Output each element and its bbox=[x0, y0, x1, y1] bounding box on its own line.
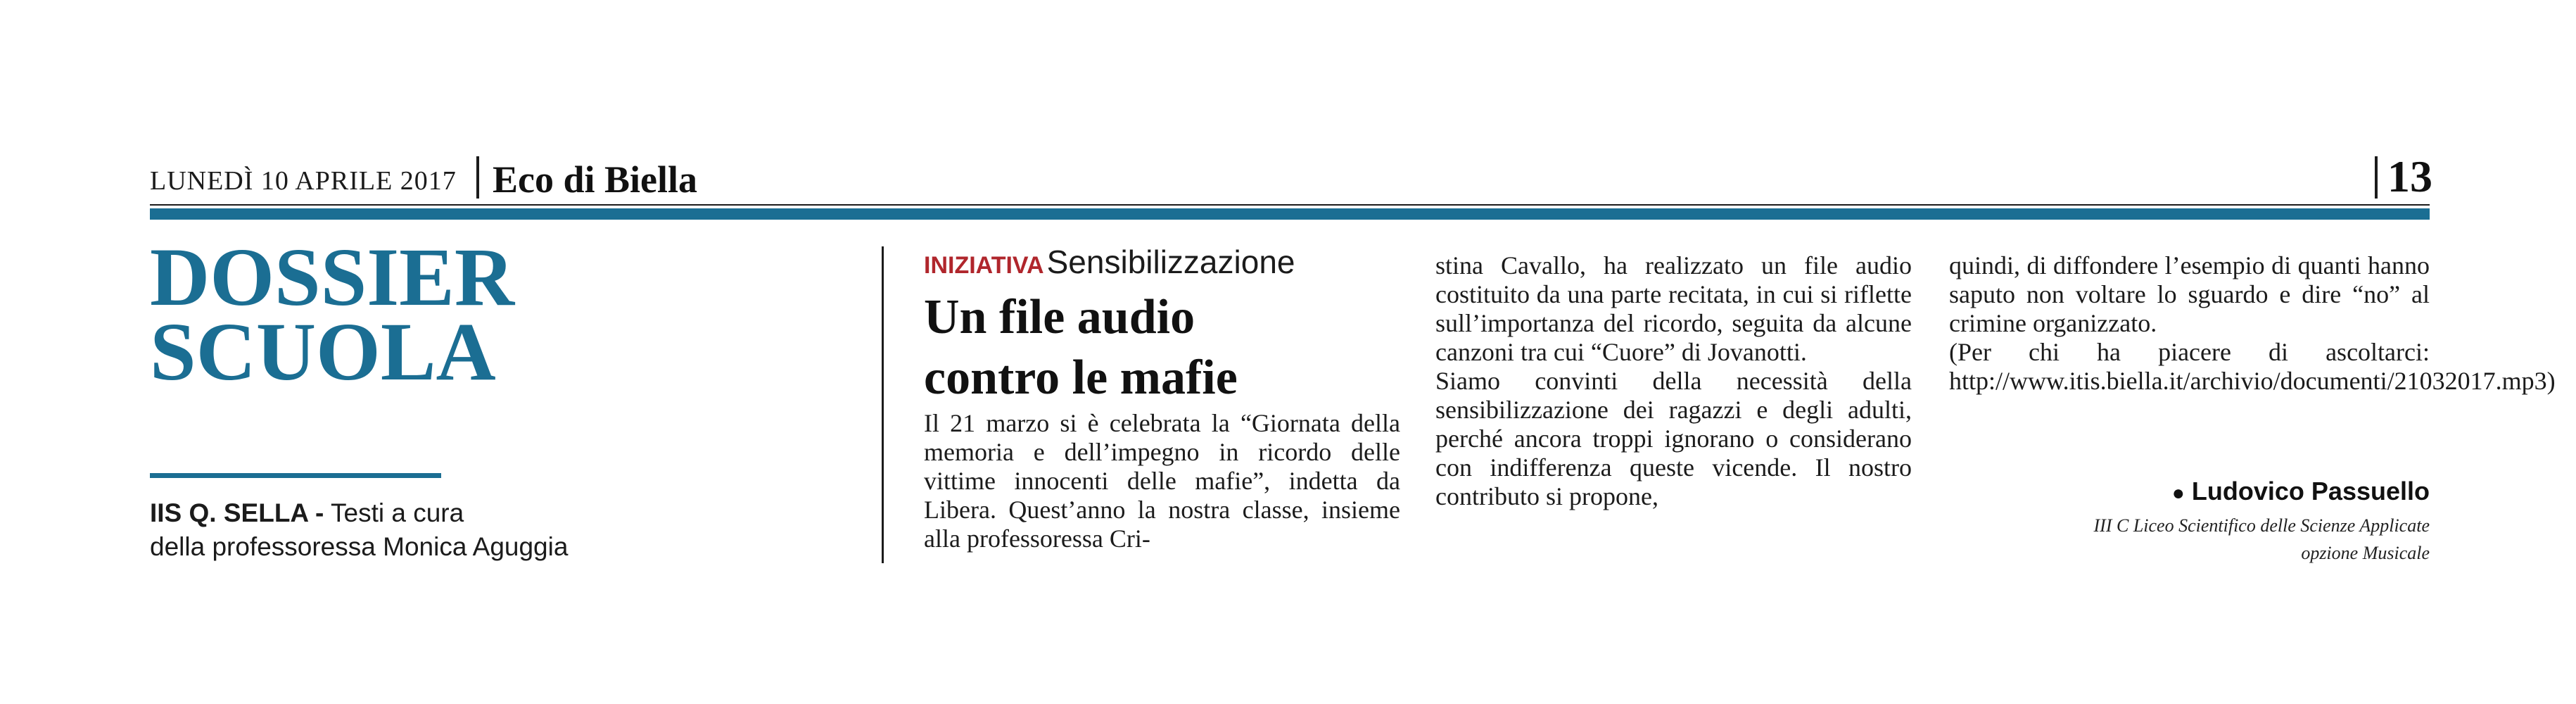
bullet-icon: ● bbox=[2171, 482, 2185, 505]
credit-teacher: della professoressa Monica Aguggia bbox=[150, 532, 569, 561]
page-number-divider bbox=[2375, 156, 2378, 199]
header-accent-bar bbox=[150, 208, 2430, 220]
section-credit bbox=[150, 496, 642, 564]
credit-text: Testi a cura bbox=[324, 498, 464, 527]
article-kicker bbox=[924, 243, 1295, 281]
audio-link-paragraph: (Per chi ha piacere di ascoltarci: http://www.itis.biella.it/archivio/documenti/21032017.mp3) bbox=[1949, 338, 2556, 395]
article-author bbox=[1949, 477, 2430, 506]
body-paragraph: Siamo convinti della necessità della sensibilizzazione dei ragazzi e degli adulti, perché ancora troppi ignorano o considerano con indifferenza queste vicende. Il nostro contributo si propone, bbox=[1435, 367, 1912, 510]
headline-line2: contro le mafie bbox=[924, 351, 1238, 405]
section-title-line1: DOSSIER bbox=[150, 231, 515, 323]
body-paragraph: Il 21 marzo si è celebrata la “Giornata della memoria e dell’impegno in ricordo delle vittime innocenti delle mafie”, indetta da Libera. Quest’anno la nostra classe, insieme alla professoressa Cri- bbox=[924, 409, 1400, 553]
kicker-label: INIZIATIVA bbox=[924, 252, 1044, 279]
article-column-3 bbox=[1949, 251, 2556, 396]
issue-date: LUNEDÌ 10 APRILE 2017 bbox=[150, 166, 457, 196]
headline-line1: Un file audio bbox=[924, 290, 1195, 344]
author-name: Ludovico Passuello bbox=[2191, 477, 2430, 505]
header-thin-rule bbox=[150, 204, 2430, 206]
kicker-topic: Sensibilizzazione bbox=[1046, 244, 1295, 280]
newspaper-name: Eco di Biella bbox=[493, 158, 698, 201]
article-column-1 bbox=[924, 409, 1400, 553]
page-number: 13 bbox=[2387, 151, 2432, 201]
affiliation-line2: opzione Musicale bbox=[2301, 543, 2430, 563]
section-title-line2: SCUOLA bbox=[150, 306, 496, 398]
affiliation-line1: III C Liceo Scientifico delle Scienze Applicate bbox=[2093, 515, 2430, 536]
author-affiliation bbox=[1949, 512, 2430, 567]
article-column-2 bbox=[1435, 251, 1912, 511]
section-underline bbox=[150, 473, 441, 478]
column-separator bbox=[882, 246, 884, 563]
body-paragraph: quindi, di diffondere l’esempio di quanti hanno saputo non voltare lo sguardo e dire “no” al crimine organizzato. bbox=[1949, 251, 2430, 337]
masthead-divider bbox=[476, 156, 479, 199]
article-headline bbox=[924, 287, 1416, 408]
school-name: IIS Q. SELLA - bbox=[150, 498, 324, 527]
body-paragraph: stina Cavallo, ha realizzato un file audio costituito da una parte recitata, in cui si riflette sull’importanza del ricordo, seguita da alcune canzoni tra cui “Cuore” di Jovanotti. bbox=[1435, 251, 1912, 366]
section-title bbox=[150, 231, 515, 398]
